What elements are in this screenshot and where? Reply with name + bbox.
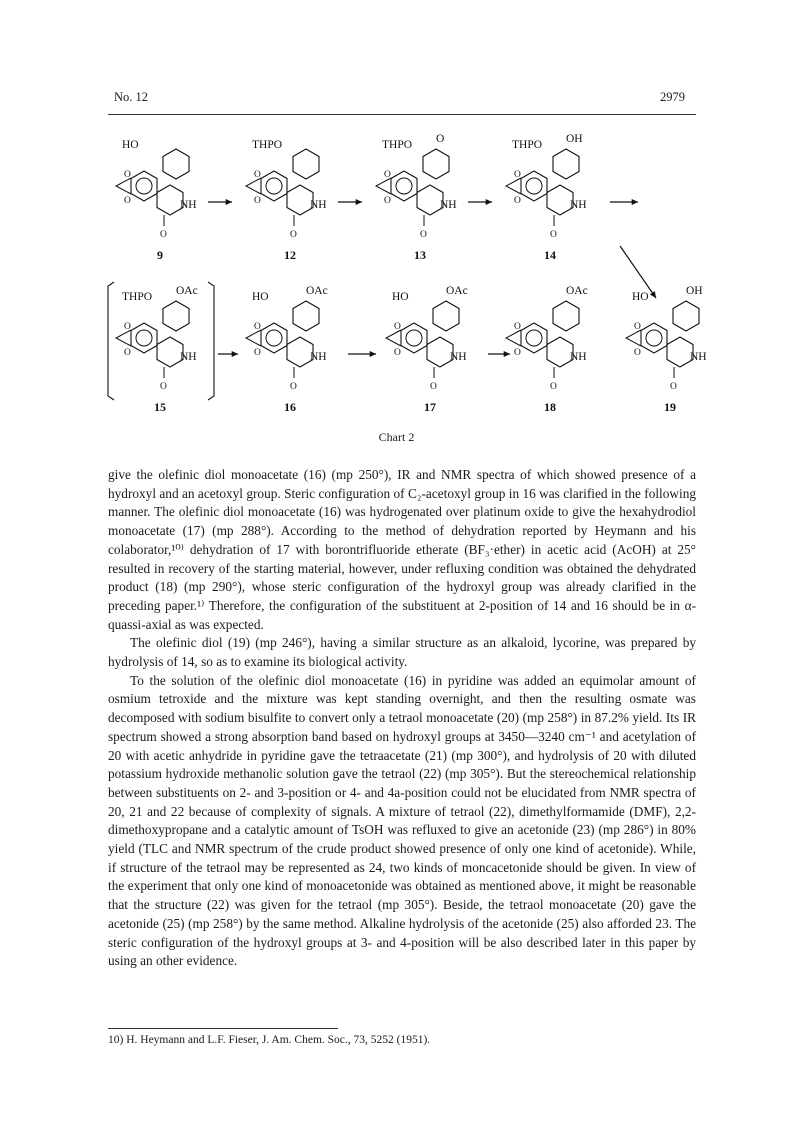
compound-18-benzene-ring [521,323,547,353]
arrow-13-14-head [486,199,492,205]
compound-13-ring-o1: O [384,170,391,180]
body-text [108,466,696,971]
compound-19-carbonyl-o: O [670,382,677,392]
compound-16-carbonyl-o: O [290,382,297,392]
arrow-16-17-head [370,351,376,357]
compound-14-upper-ring [553,149,579,179]
running-header-issue: No. 12 [114,90,149,104]
compound-15-ring-o1: O [124,322,131,332]
compound-14-dioxole [506,178,521,194]
bracket-right [208,282,214,400]
compound-13-benzene-ring [391,171,417,201]
chart-caption: Chart 2 [378,430,415,444]
compound-19-benzene-ring [641,323,667,353]
compound-9-carbonyl-o: O [160,230,167,240]
paragraph-1: give the olefinic diol monoacetate (16) (mp 250°), IR and NMR spectra of which showed presence of a hydroxyl and an acetoxyl group. Steric configuration of C₂-acetoxyl group in 16 was clarified in the following manner. The olefinic diol monoacetate (16) was hydrogenated over platinum oxide to give the hexahydrodiol monoacetate (17) (mp 288°). According to the method of dehydration reported by Heymann and his colaborator,¹⁰⁾ dehydration of 17 with borontrifluoride etherate (BF₃·ether) in acetic acid (AcOH) at 25° resulted in recovery of the starting material, however, under refluxing condition was obtained the dehydrated product (18) (mp 290°), whose steric configuration of the hydroxyl group was already clarified in the preceding paper.¹⁾ Therefore, the configuration of the substituent at 2-position of 14 and 16 should be in α-quassi-axial as was expected. [108,467,696,632]
compound-14-benzene-ring [521,171,547,201]
compound-18-ring-o2: O [514,348,521,358]
compound-14-number: 14 [544,248,556,262]
compound-13-substituent-2: O [436,133,445,145]
compound-17-aromatic-circle [406,330,422,346]
compound-16-number: 16 [284,400,296,414]
compound-17-ring-o1: O [394,322,401,332]
compound-13-carbonyl-o: O [420,230,427,240]
compound-19-aromatic-circle [646,330,662,346]
compound-19-nh: NH [690,351,707,363]
compound-12-benzene-ring [261,171,287,201]
footnote: 10) H. Heymann and L.F. Fieser, J. Am. Chem. Soc., 73, 5252 (1951). [108,1034,431,1046]
compound-17-benzene-ring [401,323,427,353]
compound-19-number: 19 [664,400,676,414]
paragraph-2: The olefinic diol (19) (mp 246°), having a similar structure as an alkaloid, lycorine, was prepared by hydrolysis of 14, so as to examine its biological activity. [108,635,696,670]
compound-12-upper-ring [293,149,319,179]
compound-14-ring-o1: O [514,170,521,180]
compound-14-substituent-1: THPO [512,139,543,151]
compound-18-number: 18 [544,400,556,414]
compound-14-aromatic-circle [526,178,542,194]
compound-16-benzene-ring [261,323,287,353]
arrow-9-12-head [226,199,232,205]
compound-18-ring-o1: O [514,322,521,332]
compound-19-ring-o1: O [634,322,641,332]
compound-16-substituent-1: HO [252,291,269,303]
compound-15-number: 15 [154,400,166,414]
compound-13-dioxole [376,178,391,194]
compound-9-substituent-1: HO [122,139,139,151]
compound-9-number: 9 [157,248,163,262]
compound-19-ring-o2: O [634,348,641,358]
compound-13-upper-ring [423,149,449,179]
compound-16-dioxole [246,330,261,346]
compound-16-ring-o2: O [254,348,261,358]
compound-12-dioxole [246,178,261,194]
compound-15-benzene-ring [131,323,157,353]
compound-13-aromatic-circle [396,178,412,194]
compound-12-ring-o2: O [254,196,261,206]
compound-14-carbonyl-o: O [550,230,557,240]
header-rule [108,114,696,115]
compound-19-dioxole [626,330,641,346]
compound-13-ring-o2: O [384,196,391,206]
compound-16-substituent-2: OAc [306,285,328,297]
compound-17-dioxole [386,330,401,346]
compound-18-aromatic-circle [526,330,542,346]
compound-13-substituent-1: THPO [382,139,413,151]
compound-19-upper-ring [673,301,699,331]
compound-18-nh: NH [570,351,587,363]
compound-9-ring-o2: O [124,196,131,206]
compound-16-ring-o1: O [254,322,261,332]
compound-16-upper-ring [293,301,319,331]
compound-17-carbonyl-o: O [430,382,437,392]
compound-18-dioxole [506,330,521,346]
compound-9-upper-ring [163,149,189,179]
arrow-17-18-head [504,351,510,357]
compound-13-nh: NH [440,199,457,211]
compound-15-substituent-2: OAc [176,285,198,297]
bracket-left [108,282,114,400]
compound-18-substituent-2: OAc [566,285,588,297]
compound-15-aromatic-circle [136,330,152,346]
compound-14-nh: NH [570,199,587,211]
compound-12-nh: NH [310,199,327,211]
compound-12-ring-o1: O [254,170,261,180]
compound-15-nh: NH [180,351,197,363]
compound-15-upper-ring [163,301,189,331]
arrow-15-16-head [232,351,238,357]
paragraph-3: To the solution of the olefinic diol monoacetate (16) in pyridine was added an equimolar amount of osmium tetroxide and the mixture was kept standing overnight, and then the resulting osmate was decomposed with sodium bisulfite to convert only a tetraol monoacetate (20) (mp 258°) in 87.2% yield. Its IR spectrum showed a strong absorption band based on hydroxyl groups at 3450—3240 cm⁻¹ and acetylation of 20 with acetic anhydride in pyridine gave the tetraacetate (21) (mp 300°), and hydrolysis of 20 with diluted potassium hydroxide methanolic solution gave the tetraol (22) (mp 305°). But the stereochemical relationship between substituents on 2- and 3-position or 4- and 4a-position could not be elucidated from NMR spectra of 20, 21 and 22 because of complexity of signals. A mixture of tetraol (22), dimethylformamide (DMF), 2,2-dimethoxypropane and a catalytic amount of TsOH was refluxed to give an acetonide (23) (mp 286°) in 80% yield (TLC and NMR spectrum of the crude product showed presence of only one kind of acetonide). While, if structure of the tetraol may be represented as 24, two kinds of moncacetonide should be given. In view of the experiment that only one kind of monoacetonide was obtained as mentioned above, it might be reasonable that the structure (22) was given for the tetraol (mp 305°). Beside, the tetraol monoacetate (20) gave the acetonide (25) (mp 258°) by the same method. Alkaline hydrolysis of the acetonide (25) also afforded 23. The steric configuration of the hydroxyl groups at 3- and 4-position will be also described later in this paper by using an other evidence. [108,672,696,969]
reaction-scheme [100,130,707,450]
compound-12-aromatic-circle [266,178,282,194]
compound-17-upper-ring [433,301,459,331]
compound-9-aromatic-circle [136,178,152,194]
compound-15-carbonyl-o: O [160,382,167,392]
compound-15-ring-o2: O [124,348,131,358]
arrow-to-19-head [650,291,656,298]
compound-9-benzene-ring [131,171,157,201]
compound-9-nh: NH [180,199,197,211]
compound-17-ring-o2: O [394,348,401,358]
compound-16-nh: NH [310,351,327,363]
compound-19-substituent-1: HO [632,291,649,303]
compound-12-carbonyl-o: O [290,230,297,240]
compound-9-ring-o1: O [124,170,131,180]
compound-15-substituent-1: THPO [122,291,153,303]
compound-13-number: 13 [414,248,426,262]
compound-12-substituent-1: THPO [252,139,283,151]
compound-9-dioxole [116,178,131,194]
compound-17-substituent-2: OAc [446,285,468,297]
arrow-14-next-head [632,199,638,205]
compound-15-dioxole [116,330,131,346]
page-number: 2979 [660,90,685,104]
compound-19-substituent-2: OH [686,285,703,297]
compound-18-carbonyl-o: O [550,382,557,392]
compound-16-aromatic-circle [266,330,282,346]
compound-17-substituent-1: HO [392,291,409,303]
compound-12-number: 12 [284,248,296,262]
compound-17-number: 17 [424,400,436,414]
compound-18-upper-ring [553,301,579,331]
arrow-12-13-head [356,199,362,205]
compound-14-ring-o2: O [514,196,521,206]
compound-14-substituent-2: OH [566,133,583,145]
compound-17-nh: NH [450,351,467,363]
footnote-rule [108,1028,338,1029]
